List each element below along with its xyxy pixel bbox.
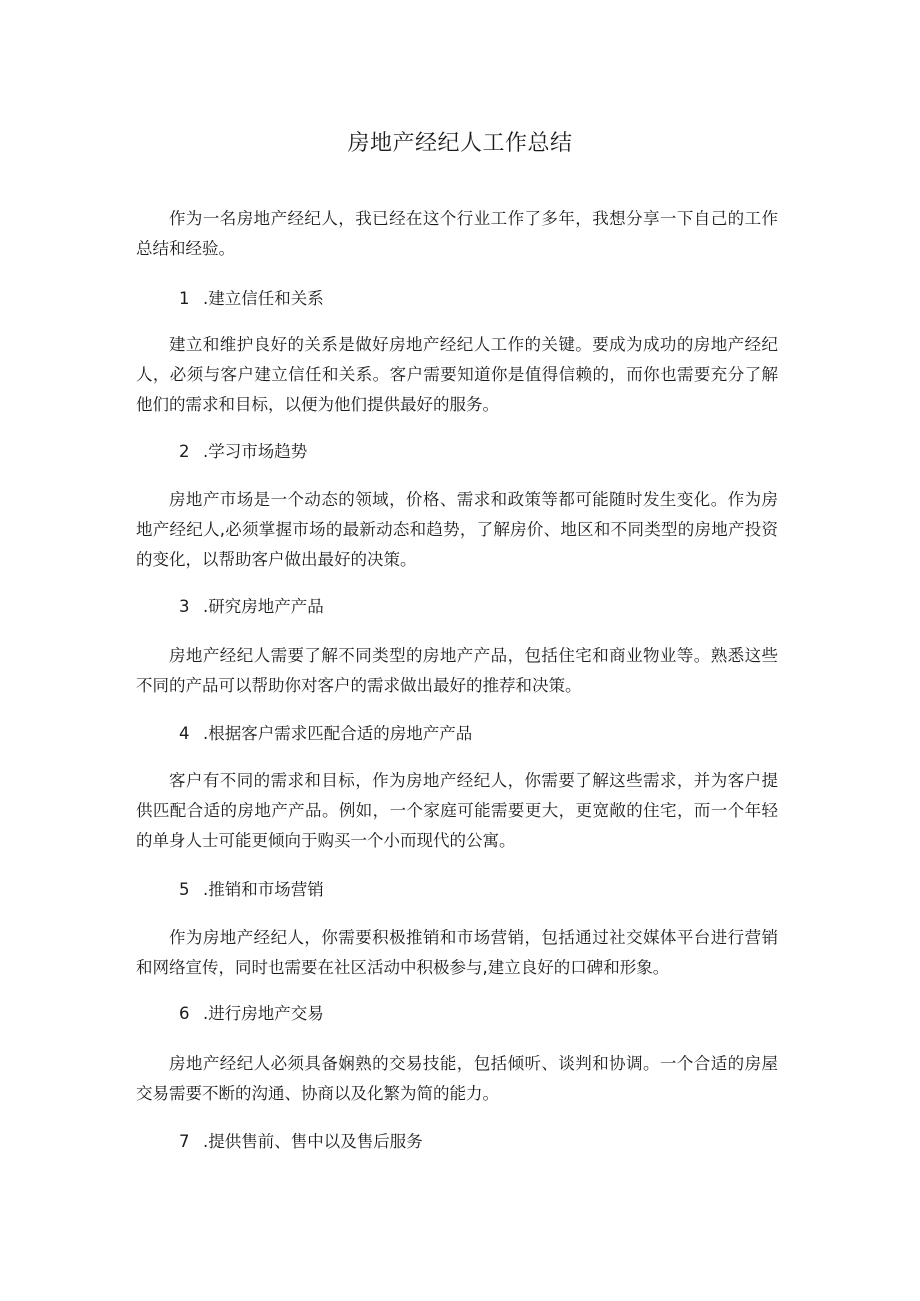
section-number: 7 [179, 1132, 190, 1151]
section-number: 2 [179, 442, 190, 461]
section-body-6: 房地产经纪人必须具备娴熟的交易技能，包括倾听、谈判和协调。一个合适的房屋交易需要不断的沟通、协商以及化繁为简的能力。 [136, 1054, 778, 1103]
section-heading-5 [179, 875, 324, 905]
section-heading-6 [179, 999, 324, 1029]
section-body-5: 作为房地产经纪人，你需要积极推销和市场营销，包括通过社交媒体平台进行营销和网络宣传，同时也需要在社区活动中积极参与,建立良好的口碑和形象。 [136, 928, 778, 977]
section-number: 6 [179, 1004, 190, 1023]
section-heading-text: .建立信任和关系 [203, 289, 324, 308]
section-heading-1 [179, 284, 324, 314]
document-title: 房地产经纪人工作总结 [347, 131, 573, 156]
section-heading-text: .推销和市场营销 [203, 880, 324, 899]
section-number: 1 [179, 289, 190, 308]
section-heading-text: .学习市场趋势 [203, 442, 308, 461]
intro-paragraph: 作为一名房地产经纪人，我已经在这个行业工作了多年，我想分享一下自己的工作总结和经验。 [136, 209, 778, 258]
section-number: 3 [179, 597, 190, 616]
section-body-4: 客户有不同的需求和目标，作为房地产经纪人，你需要了解这些需求，并为客户提供匹配合适的房地产产品。例如，一个家庭可能需要更大，更宽敞的住宅，而一个年轻的单身人士可能更倾向于购买一个小而现代的公寓。 [136, 771, 778, 850]
section-body-1: 建立和维护良好的关系是做好房地产经纪人工作的关键。要成为成功的房地产经纪人，必须与客户建立信任和关系。客户需要知道你是值得信赖的，而你也需要充分了解他们的需求和目标，以便为他们提供最好的服务。 [136, 335, 778, 414]
section-number: 5 [179, 880, 190, 899]
section-heading-7 [179, 1127, 423, 1157]
section-heading-text: .进行房地产交易 [203, 1004, 324, 1023]
section-heading-2 [179, 437, 307, 467]
section-heading-text: .根据客户需求匹配合适的房地产产品 [203, 724, 473, 743]
section-heading-4 [179, 719, 472, 749]
section-heading-text: .研究房地产产品 [203, 597, 324, 616]
section-body-3: 房地产经纪人需要了解不同类型的房地产产品，包括住宅和商业物业等。熟悉这些不同的产品可以帮助你对客户的需求做出最好的推荐和决策。 [136, 646, 778, 695]
section-heading-3 [179, 592, 324, 622]
section-heading-text: .提供售前、售中以及售后服务 [203, 1132, 423, 1151]
section-number: 4 [179, 724, 190, 743]
section-body-2: 房地产市场是一个动态的领域，价格、需求和政策等都可能随时发生变化。作为房地产经纪人,必须掌握市场的最新动态和趋势，了解房价、地区和不同类型的房地产投资的变化，以帮助客户做出最好的决策。 [136, 490, 778, 569]
